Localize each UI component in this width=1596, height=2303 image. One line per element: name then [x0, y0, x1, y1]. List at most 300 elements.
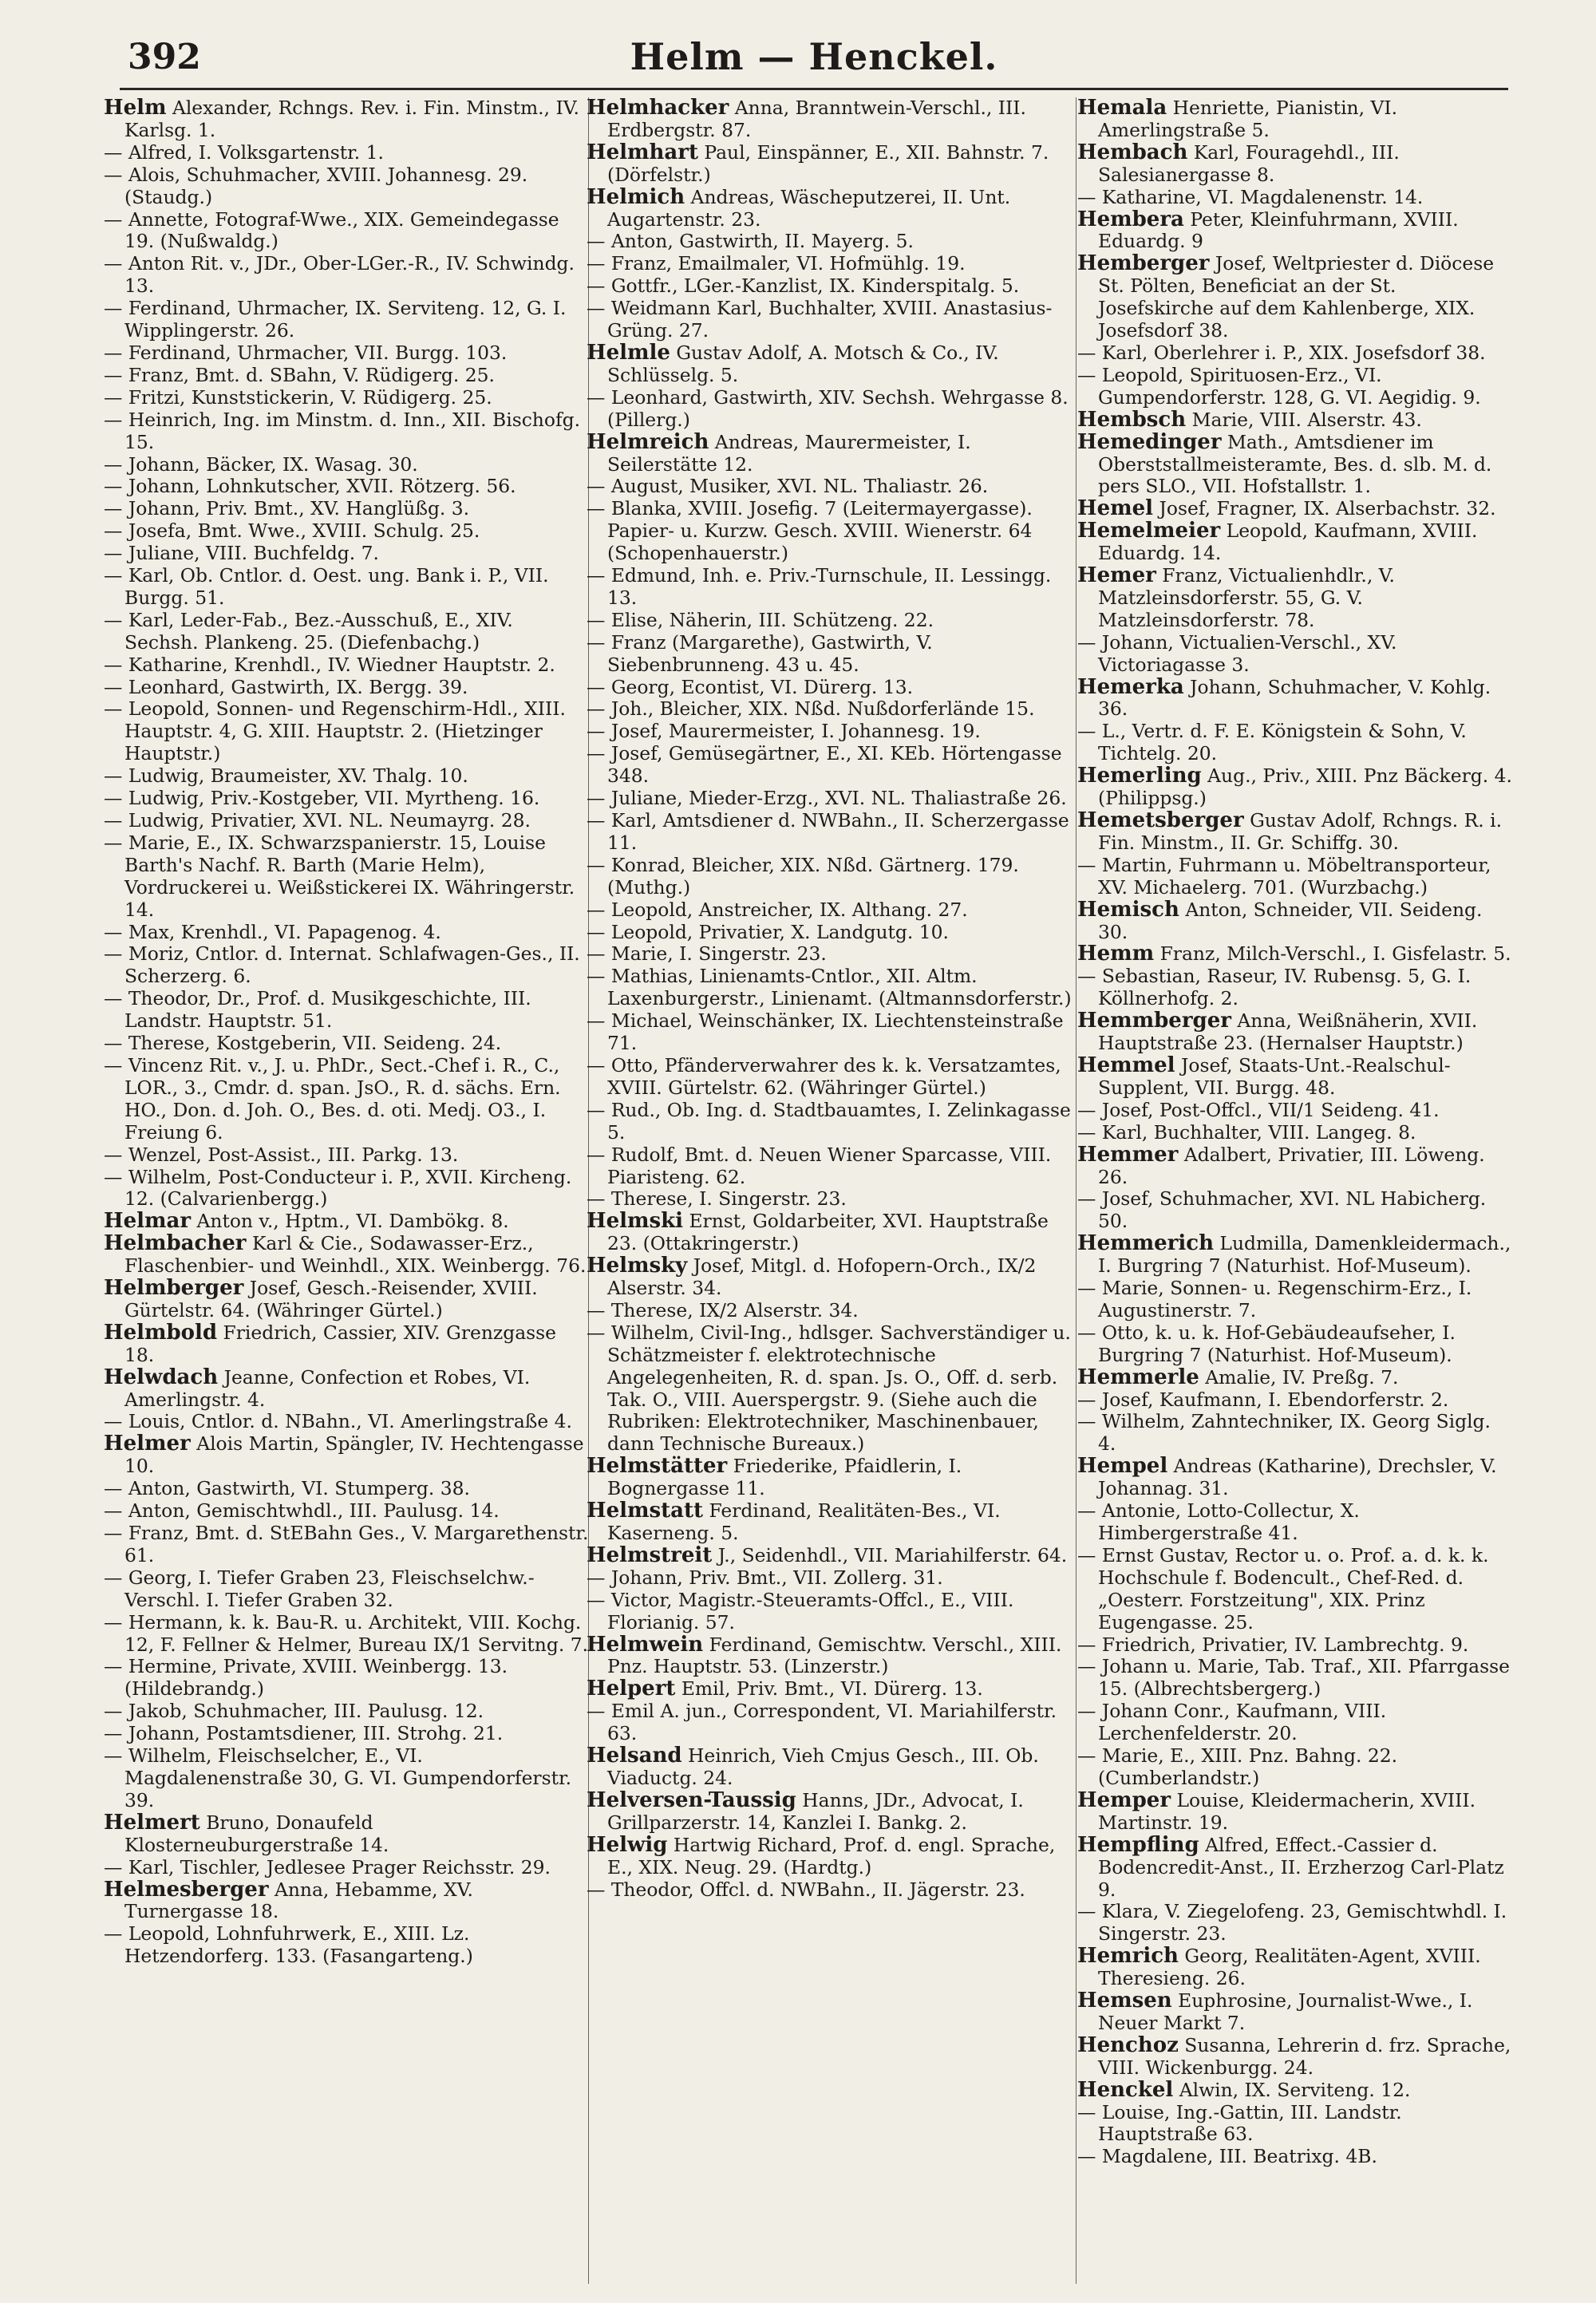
entry-details: — Annette, Fotograf-Wwe., XIX. Gemeindegasse 19. (Nußwaldg.)	[104, 207, 559, 253]
entry-details: — Sebastian, Raseur, IV. Rubensg. 5, G. I. Köllnerhofg. 2.	[1077, 965, 1472, 1010]
entry-details: — Martin, Fuhrmann u. Möbeltransporteur, XV. Michaelerg. 701. (Wurzbachg.)	[1077, 853, 1491, 899]
entry-details: — Friedrich, Privatier, IV. Lambrechtg. 9.	[1077, 1633, 1469, 1656]
directory-entry	[587, 1879, 1077, 1902]
entry-details: — Theodor, Dr., Prof. d. Musikgeschichte, III. Landstr. Hauptstr. 51.	[104, 987, 531, 1033]
directory-entry	[1077, 1010, 1512, 1055]
entry-details: Anna, Hebamme, XV. Turnergasse 18.	[124, 1878, 473, 1923]
entry-details: Gustav Adolf, Rchngs. R. i. Fin. Minstm., II. Gr. Schiffg. 30.	[1098, 809, 1503, 854]
directory-entry	[587, 387, 1077, 432]
directory-entry	[1077, 520, 1512, 565]
directory-entry	[104, 1167, 589, 1211]
entry-surname: Hempfling	[1077, 1832, 1199, 1857]
entry-surname: Helmreich	[587, 429, 709, 454]
entry-surname: Hempel	[1077, 1454, 1168, 1479]
entry-details: Georg, Realitäten-Agent, XVIII. Theresieng. 26.	[1098, 1945, 1481, 1990]
directory-entry	[587, 788, 1077, 810]
entry-details: — Max, Krenhdl., VI. Papagenog. 4.	[104, 920, 441, 943]
directory-entry	[587, 1188, 1077, 1211]
entry-details: — Anton, Gastwirth, VI. Stumperg. 38.	[104, 1477, 470, 1500]
directory-entry	[104, 654, 589, 677]
entry-details: Josef, Fragner, IX. Alserbachstr. 32.	[1159, 497, 1496, 520]
directory-entry	[1077, 429, 1512, 499]
directory-entry	[587, 298, 1077, 342]
directory-entry	[1077, 2146, 1512, 2168]
entry-details: — Johann, Postamtsdiener, III. Strohg. 21.	[104, 1722, 504, 1745]
entry-surname: Hemedinger	[1077, 429, 1222, 454]
directory-entry	[587, 677, 1077, 699]
entry-details: Ludmilla, Damenkleidermach., I. Burgring 7 (Naturhist. Hof-Museum).	[1098, 1232, 1511, 1278]
directory-entry	[587, 966, 1077, 1010]
directory-entry	[104, 1278, 589, 1322]
entry-details: — Vincenz Rit. v., J. u. PhDr., Sect.-Chef i. R., C., LOR., 3., Cmdr. d. span. JsO., R. d. sächs. Ern. HO., Don. d. Joh. O., Bes. d. oti. Medj. O3., I. Freiung 6.	[104, 1053, 561, 1144]
directory-entry	[104, 1857, 589, 1879]
entry-details: Jeanne, Confection et Robes, VI. Amerlingstr. 4.	[124, 1365, 531, 1411]
directory-entry	[1077, 632, 1512, 677]
directory-entry	[1077, 2102, 1512, 2147]
directory-entry	[104, 1211, 589, 1233]
entry-details: — Therese, IX/2 Alserstr. 34.	[587, 1298, 859, 1321]
directory-entry	[104, 1656, 589, 1701]
entry-surname: Hemmberger	[1077, 1009, 1231, 1033]
entry-details: Hartwig Richard, Prof. d. engl. Sprache, E., XIX. Neug. 29. (Hardtg.)	[607, 1833, 1056, 1878]
entry-surname: Hemer	[1077, 563, 1156, 588]
entry-surname: Hemmerle	[1077, 1365, 1199, 1389]
directory-entry	[104, 1612, 589, 1657]
entry-details: — Katharine, VI. Magdalenenstr. 14.	[1077, 185, 1424, 208]
entry-details: Andreas (Katharine), Drechsler, V. Johannag. 31.	[1098, 1455, 1497, 1500]
entry-details: — Johann Conr., Kaufmann, VIII. Lerchenfelderstr. 20.	[1077, 1700, 1387, 1745]
directory-entry	[587, 855, 1077, 899]
entry-surname: Hemmel	[1077, 1053, 1175, 1077]
directory-entry	[587, 342, 1077, 387]
entry-surname: Helmbold	[104, 1320, 218, 1345]
page-number: 392	[128, 37, 201, 77]
directory-entry	[587, 1590, 1077, 1634]
entry-details: — Josef, Maurermeister, I. Johannesg. 19.	[587, 720, 981, 743]
directory-entry	[104, 1055, 589, 1144]
directory-entry	[104, 454, 589, 476]
directory-entry	[1077, 498, 1512, 520]
directory-entry	[587, 899, 1077, 922]
entry-details: — Ernst Gustav, Rector u. o. Prof. a. d. k. k. Hochschule f. Bodencult., Chef-Red. d. „Oesterr. Forstzeitung", XIX. Prinz Eugengasse. 25.	[1077, 1543, 1489, 1633]
entry-surname: Helm	[104, 97, 167, 120]
directory-entry	[587, 1211, 1077, 1255]
entry-details: — Wilhelm, Fleischselcher, E., VI. Magdalenenstraße 30, G. VI. Gumpendorferstr. 39.	[104, 1744, 572, 1811]
directory-entry	[1077, 1411, 1512, 1456]
entry-details: — Magdalene, III. Beatrixg. 4B.	[1077, 2145, 1377, 2168]
entry-surname: Helmski	[587, 1209, 684, 1234]
directory-entry	[1077, 1701, 1512, 1745]
entry-surname: Helmhart	[587, 140, 698, 164]
entry-details: Bruno, Donaufeld Klosterneuburgerstraße 14.	[124, 1811, 389, 1856]
entry-details: — Michael, Weinschänker, IX. Liechtensteinstraße 71.	[587, 1009, 1064, 1055]
entry-details: Henriette, Pianistin, VI. Amerlingstraße 5.	[1098, 97, 1398, 141]
entry-details: — Karl, Buchhalter, VIII. Langeg. 8.	[1077, 1120, 1416, 1144]
entry-surname: Helmar	[104, 1209, 192, 1234]
entry-details: Franz, Victualienhdlr., V. Matzleinsdorferstr. 55, G. V. Matzleinsdorferstr. 78.	[1098, 564, 1395, 631]
directory-entry	[1077, 1634, 1512, 1657]
entry-surname: Helmich	[587, 184, 685, 209]
directory-entry	[104, 142, 589, 164]
entry-surname: Helmstätter	[587, 1454, 728, 1479]
entry-details: Ferdinand, Realitäten-Bes., VI. Kaserneng. 5.	[607, 1499, 1001, 1544]
entry-details: — Johann u. Marie, Tab. Traf., XII. Pfarrgasse 15. (Albrechtsbergerg.)	[1077, 1655, 1510, 1701]
entry-details: Aug., Priv., XIII. Pnz Bäckerg. 4. (Philippsg.)	[1098, 764, 1512, 810]
directory-entry	[1077, 1144, 1512, 1189]
directory-entry	[104, 810, 589, 832]
directory-entry	[104, 943, 589, 988]
entry-details: Josef, Mitgl. d. Hofopern-Orch., IX/2 Alserstr. 34.	[607, 1254, 1037, 1300]
entry-details: — Franz (Margarethe), Gastwirth, V. Siebenbrunneng. 43 u. 45.	[587, 630, 933, 676]
directory-entry	[587, 1300, 1077, 1322]
directory-entry	[587, 1745, 1077, 1790]
directory-entry	[1077, 1832, 1512, 1902]
directory-entry	[587, 1832, 1077, 1879]
directory-entry	[1077, 187, 1512, 209]
directory-entry	[104, 1411, 589, 1433]
directory-entry	[104, 765, 589, 788]
entry-details: — Leopold, Anstreicher, IX. Althang. 27.	[587, 898, 968, 921]
entry-details: Math., Amtsdiener im Oberststallmeisteramte, Bes. d. slb. M. d. pers SLO., VII. Hofstallstr. 1.	[1098, 430, 1492, 498]
directory-entry	[1077, 1990, 1512, 2035]
entry-details: Josef, Weltpriester d. Diöcese St. Pölten, Beneficiat an der St. Josefskirche auf dem Kahlenberge, XIX. Josefsdorf 38.	[1098, 252, 1495, 342]
directory-entry	[1077, 810, 1512, 855]
directory-entry	[1077, 1055, 1512, 1100]
directory-entry	[587, 1500, 1077, 1545]
directory-entry	[1077, 1367, 1512, 1389]
entry-details: Karl & Cie., Sodawasser-Erz., Flaschenbier- und Weinhdl., XIX. Weinbergg. 76.	[124, 1232, 587, 1278]
directory-entry	[104, 1500, 589, 1523]
directory-entry	[1077, 966, 1512, 1010]
entry-details: J., Seidenhdl., VII. Mariahilferstr. 64.	[717, 1543, 1068, 1566]
entry-details: — Johann, Priv. Bmt., VII. Zollerg. 31.	[587, 1566, 943, 1589]
directory-entry	[587, 810, 1077, 855]
directory-entry	[1077, 899, 1512, 944]
directory-entry	[104, 253, 589, 298]
entry-details: Josef, Staats-Unt.-Realschul-Supplent, VII. Burgg. 48.	[1098, 1053, 1451, 1099]
entry-details: — Georg, Econtist, VI. Dürerg. 13.	[587, 675, 914, 698]
entry-details: Friedrich, Cassier, XIV. Grenzgasse 18.	[124, 1321, 557, 1366]
directory-entry	[587, 476, 1077, 498]
entry-details: Marie, VIII. Alserstr. 43.	[1191, 408, 1422, 431]
directory-entry	[104, 788, 589, 810]
entry-details: — Anton, Gastwirth, II. Mayerg. 5.	[587, 230, 914, 253]
entry-surname: Helwig	[587, 1832, 668, 1857]
entry-details: — August, Musiker, XVI. NL. Thaliastr. 26.	[587, 475, 989, 498]
entry-details: — Klara, V. Ziegelofeng. 23, Gemischtwhdl. I. Singerstr. 23.	[1077, 1900, 1507, 1946]
entry-details: Heinrich, Vieh Cmjus Gesch., III. Ob. Viaductg. 24.	[607, 1744, 1039, 1789]
entry-surname: Hembach	[1077, 140, 1188, 164]
entry-surname: Hemelmeier	[1077, 519, 1221, 543]
entry-surname: Helwdach	[104, 1365, 219, 1389]
directory-entry	[104, 565, 589, 610]
entry-details: — Konrad, Bleicher, XIX. Nßd. Gärtnerg. 179. (Muthg.)	[587, 853, 1019, 899]
directory-entry	[1077, 1946, 1512, 1990]
entry-details: — Ludwig, Privatier, XVI. NL. Neumayrg. 28.	[104, 809, 531, 832]
directory-entry	[104, 409, 589, 454]
directory-entry	[104, 1033, 589, 1055]
directory-entry	[104, 1233, 589, 1278]
entry-details: — Wenzel, Post-Assist., III. Parkg. 13.	[104, 1143, 459, 1166]
directory-entry	[104, 1567, 589, 1612]
entry-details: Susanna, Lehrerin d. frz. Sprache, VIII. Wickenburgg. 24.	[1098, 2033, 1511, 2079]
entry-surname: Hemsen	[1077, 1989, 1172, 2013]
entry-surname: Helmle	[587, 340, 670, 365]
directory-entry	[587, 1255, 1077, 1300]
entry-details: — Edmund, Inh. e. Priv.-Turnschule, II. Lessingg. 13.	[587, 564, 1052, 609]
directory-entry	[1077, 1122, 1512, 1144]
entry-details: — Franz, Emailmaler, VI. Hofmühlg. 19.	[587, 252, 966, 275]
entry-details: Karl, Fouragehdl., III. Salesianergasse 8.	[1098, 140, 1400, 186]
directory-entry	[1077, 409, 1512, 432]
entry-details: Alexander, Rchngs. Rev. i. Fin. Minstm., IV. Karlsg. 1.	[124, 97, 579, 141]
directory-entry	[104, 97, 589, 142]
entry-details: — Karl, Tischler, Jedlesee Prager Reichsstr. 29.	[104, 1855, 551, 1878]
entry-details: Andreas, Wäscheputzerei, II. Unt. Augartenstr. 23.	[607, 185, 1011, 231]
directory-entry	[104, 988, 589, 1033]
directory-entry	[587, 565, 1077, 610]
entry-details: — Johann, Bäcker, IX. Wasag. 30.	[104, 452, 418, 476]
directory-entry	[587, 1010, 1077, 1055]
entry-surname: Hemmerich	[1077, 1231, 1214, 1256]
entry-details: — Fritzi, Kunststickerin, V. Rüdigerg. 25.	[104, 385, 492, 409]
entry-details: — Heinrich, Ing. im Minstm. d. Inn., XII. Bischofg. 15.	[104, 408, 581, 453]
directory-entry	[587, 97, 1077, 142]
entry-details: — Alfred, I. Volksgartenstr. 1.	[104, 140, 384, 164]
directory-entry	[587, 1634, 1077, 1679]
directory-entry	[1077, 97, 1512, 142]
directory-entry	[104, 543, 589, 565]
directory-entry	[104, 209, 589, 254]
directory-entry	[587, 1678, 1077, 1701]
entry-details: — Johann, Victualien-Verschl., XV. Victoriagasse 3.	[1077, 630, 1397, 676]
entry-details: — Josef, Schuhmacher, XVI. NL Habicherg. 50.	[1077, 1187, 1487, 1233]
directory-entry	[104, 677, 589, 699]
entry-details: — Franz, Bmt. d. StEBahn Ges., V. Margarethenstr. 61.	[104, 1522, 589, 1566]
directory-entry	[1077, 721, 1512, 765]
directory-entry	[104, 1701, 589, 1723]
entry-surname: Hemberger	[1077, 251, 1210, 276]
entry-surname: Hemrich	[1077, 1944, 1179, 1969]
entry-details: — Anton Rit. v., JDr., Ober-LGer.-R., IV. Schwindg. 13.	[104, 252, 575, 298]
directory-entry	[104, 298, 589, 342]
entry-details: Friederike, Pfaidlerin, I. Bognergasse 11.	[607, 1455, 962, 1500]
entry-surname: Helmwein	[587, 1632, 704, 1657]
directory-entry	[1077, 943, 1512, 966]
directory-entry	[1077, 209, 1512, 254]
entry-details: — Marie, E., XIII. Pnz. Bahng. 22. (Cumberlandstr.)	[1077, 1744, 1398, 1789]
directory-entry	[587, 1055, 1077, 1100]
entry-details: — Gottfr., LGer.-Kanzlist, IX. Kinderspitalg. 5.	[587, 275, 1020, 298]
entry-details: — Blanka, XVIII. Josefig. 7 (Leitermayergasse). Papier- u. Kurzw. Gesch. XVIII. Wienerstr. 64 (Schopenhauerstr.)	[587, 497, 1033, 565]
directory-entry	[1077, 1901, 1512, 1946]
entry-details: — Johann, Priv. Bmt., XV. Hanglüßg. 3.	[104, 497, 470, 520]
entry-details: — Otto, k. u. k. Hof-Gebäudeaufseher, I. Burgring 7 (Naturhist. Hof-Museum).	[1077, 1321, 1456, 1366]
entry-details: — Otto, Pfänderverwahrer des k. k. Versatzamtes, XVIII. Gürtelstr. 62. (Währinger Gürtel.)	[587, 1053, 1061, 1099]
directory-entry	[1077, 365, 1512, 409]
entry-details: — Katharine, Krenhdl., IV. Wiedner Hauptstr. 2.	[104, 653, 555, 676]
entry-details: — Marie, I. Singerstr. 23.	[587, 942, 827, 966]
entry-details: — Wilhelm, Post-Conducteur i. P., XVII. Kircheng. 12. (Calvarienbergg.)	[104, 1165, 572, 1211]
entry-surname: Helversen-Taussig	[587, 1787, 796, 1812]
entry-surname: Henckel	[1077, 2077, 1174, 2102]
directory-entry	[104, 476, 589, 498]
entry-details: Hanns, JDr., Advocat, I. Grillparzerstr. 14, Kanzlei I. Bankg. 2.	[607, 1788, 1024, 1834]
entry-details: Louise, Kleidermacherin, XVIII. Martinstr. 19.	[1098, 1788, 1476, 1834]
directory-entry	[104, 365, 589, 387]
entry-details: — Therese, Kostgeberin, VII. Seideng. 24.	[104, 1032, 502, 1055]
directory-entry	[587, 1100, 1077, 1144]
directory-entry	[587, 1322, 1077, 1456]
directory-entry	[104, 1745, 589, 1812]
entry-details: — Franz, Bmt. d. SBahn, V. Rüdigerg. 25.	[104, 363, 495, 386]
directory-entry	[587, 610, 1077, 632]
entry-details: Euphrosine, Journalist-Wwe., I. Neuer Markt 7.	[1098, 1989, 1473, 2034]
entry-surname: Helpert	[587, 1677, 676, 1701]
directory-entry	[1077, 253, 1512, 342]
entry-surname: Helmstatt	[587, 1499, 704, 1523]
directory-entry	[587, 1144, 1077, 1189]
entry-surname: Hemper	[1077, 1787, 1171, 1812]
entry-surname: Hembsch	[1077, 407, 1187, 432]
entry-surname: Helsand	[587, 1744, 682, 1768]
entry-details: Andreas, Maurermeister, I. Seilerstätte 12.	[607, 430, 971, 476]
directory-entry	[587, 943, 1077, 966]
entry-details: — Wilhelm, Civil-Ing., hdlsger. Sachverständiger u. Schätzmeister f. elektrotechnische Angelegenheiten, R. d. span. Js. O., Off. d. serb. Tak. O., VIII. Auerspergstr. 9. (Siehe auch die Rubriken: Elektrotechniker, Maschinenbauer, dann Technische Bureaux.)	[587, 1321, 1071, 1456]
directory-entry	[587, 429, 1077, 476]
entry-details: Gustav Adolf, A. Motsch & Co., IV. Schlüsselg. 5.	[607, 341, 999, 386]
directory-entry	[587, 698, 1077, 721]
entry-details: — Hermine, Private, XVIII. Weinbergg. 13. (Hildebrandg.)	[104, 1655, 508, 1701]
entry-details: Adalbert, Privatier, III. Löweng. 26.	[1098, 1143, 1485, 1188]
entry-details: Paul, Einspänner, E., XII. Bahnstr. 7. (Dörfelstr.)	[607, 140, 1049, 186]
directory-entry	[104, 698, 589, 765]
entry-details: — Leopold, Privatier, X. Landgutg. 10.	[587, 920, 949, 943]
entry-details: Alfred, Effect.-Cassier d. Bodencredit-Anst., II. Erzherzog Carl-Platz 9.	[1098, 1833, 1504, 1901]
entry-details: — Weidmann Karl, Buchhalter, XVIII. Anastasius-Grüng. 27.	[587, 297, 1053, 342]
directory-entry	[104, 342, 589, 365]
directory-entry	[104, 1478, 589, 1500]
entry-details: Alwin, IX. Serviteng. 12.	[1179, 2078, 1411, 2101]
entry-details: — Ludwig, Braumeister, XV. Thalg. 10.	[104, 764, 468, 788]
entry-details: — Mathias, Linienamts-Cntlor., XII. Altm. Laxenburgerstr., Linienamt. (Altmannsdorferstr.)	[587, 965, 1072, 1010]
entry-details: Anton v., Hptm., VI. Dambökg. 8.	[196, 1210, 509, 1233]
directory-entry	[1077, 855, 1512, 899]
entry-details: — Karl, Oberlehrer i. P., XIX. Josefsdorf 38.	[1077, 341, 1486, 364]
directory-entry	[104, 1322, 589, 1367]
directory-entry	[104, 498, 589, 520]
directory-entry	[587, 498, 1077, 565]
directory-entry	[587, 253, 1077, 275]
entry-details: — Elise, Näherin, III. Schützeng. 22.	[587, 608, 934, 631]
directory-entry	[587, 1567, 1077, 1590]
directory-entry	[104, 387, 589, 409]
entry-details: — Ferdinand, Uhrmacher, VII. Burgg. 103.	[104, 341, 508, 364]
directory-entry	[1077, 2032, 1512, 2080]
entry-details: Leopold, Kaufmann, XVIII. Eduardg. 14.	[1098, 519, 1478, 565]
directory-entry	[1077, 1745, 1512, 1790]
directory-entry	[1077, 2077, 1512, 2102]
directory-entry	[1077, 1188, 1512, 1233]
directory-entry	[104, 164, 589, 209]
directory-entry	[104, 1144, 589, 1167]
entry-details: Ferdinand, Gemischtw. Verschl., XIII. Pnz. Hauptstr. 53. (Linzerstr.)	[607, 1633, 1062, 1678]
entry-details: — Rud., Ob. Ing. d. Stadtbauamtes, I. Zelinkagasse 5.	[587, 1098, 1071, 1144]
directory-entry	[104, 832, 589, 922]
directory-entry	[104, 1923, 589, 1968]
entry-details: — Karl, Amtsdiener d. NWBahn., II. Scherzergasse 11.	[587, 809, 1069, 854]
entry-details: — Therese, I. Singerstr. 23.	[587, 1187, 847, 1211]
entry-details: — Rudolf, Bmt. d. Neuen Wiener Sparcasse, VIII. Piaristeng. 62.	[587, 1143, 1052, 1188]
entry-details: Franz, Milch-Verschl., I. Gisfelastr. 5.	[1159, 942, 1511, 966]
entry-surname: Helmer	[104, 1432, 191, 1456]
directory-entry	[1077, 765, 1512, 810]
entry-details: — Marie, Sonnen- u. Regenschirm-Erz., I. Augustinerstr. 7.	[1077, 1277, 1472, 1321]
directory-entry	[1077, 1787, 1512, 1835]
entry-details: Anna, Branntwein-Verschl., III. Erdbergstr. 87.	[607, 97, 1026, 141]
directory-entry	[104, 1367, 589, 1412]
entry-surname: Hembera	[1077, 207, 1184, 231]
directory-entry	[587, 1545, 1077, 1567]
entry-details: Ernst, Goldarbeiter, XVI. Hauptstraße 23. (Ottakringerstr.)	[607, 1210, 1049, 1255]
entry-details: — Emil A. jun., Correspondent, VI. Mariahilferstr. 63.	[587, 1700, 1057, 1745]
entry-surname: Hemetsberger	[1077, 808, 1244, 832]
directory-entry	[1077, 674, 1512, 721]
entry-details: Johann, Schuhmacher, V. Kohlg. 36.	[1098, 675, 1491, 721]
directory-entry	[587, 1787, 1077, 1835]
entry-details: — Ferdinand, Uhrmacher, IX. Serviteng. 12, G. I. Wipplingerstr. 26.	[104, 297, 567, 342]
directory-entry	[1077, 1233, 1512, 1278]
directory-entry	[587, 142, 1077, 187]
entry-details: Josef, Gesch.-Reisender, XVIII. Gürtelstr. 64. (Währinger Gürtel.)	[124, 1277, 538, 1321]
entry-details: — Juliane, VIII. Buchfeldg. 7.	[104, 542, 379, 565]
entry-surname: Helmberger	[104, 1276, 244, 1301]
directory-entry	[1077, 142, 1512, 187]
entry-details: Peter, Kleinfuhrmann, XVIII. Eduardg. 9	[1098, 207, 1459, 253]
directory-entry	[587, 231, 1077, 253]
entry-details: — Jakob, Schuhmacher, III. Paulusg. 12.	[104, 1700, 484, 1723]
entry-details: — Louise, Ing.-Gattin, III. Landstr. Hauptstraße 63.	[1077, 2100, 1402, 2146]
entry-surname: Hemisch	[1077, 897, 1179, 922]
directory-entry	[587, 922, 1077, 944]
directory-entry	[104, 610, 589, 654]
entry-surname: Hemel	[1077, 496, 1154, 521]
entry-surname: Helmesberger	[104, 1877, 269, 1902]
directory-entry	[104, 1812, 589, 1857]
entry-details: — Georg, I. Tiefer Graben 23, Fleischselchw.-Verschl. I. Tiefer Graben 32.	[104, 1566, 535, 1611]
directory-entry	[104, 922, 589, 944]
column-1	[104, 97, 589, 2284]
entry-details: — L., Vertr. d. F. E. Königstein & Sohn, V. Tichtelg. 20.	[1077, 720, 1467, 765]
directory-entry	[104, 1723, 589, 1745]
entry-details: — Leonhard, Gastwirth, XIV. Sechsh. Wehrgasse 8. (Pillerg.)	[587, 385, 1069, 431]
directory-entry	[587, 632, 1077, 677]
directory-entry	[587, 743, 1077, 788]
directory-entry	[1077, 1322, 1512, 1367]
directory-entry	[587, 1456, 1077, 1500]
entry-details: — Josef, Gemüsegärtner, E., XI. KEb. Hörtengasse 348.	[587, 742, 1062, 788]
entry-details: — Marie, E., IX. Schwarzspanierstr. 15, Louise Barth's Nachf. R. Barth (Marie Helm), Vordruckerei u. Weißstickerei IX. Währingerstr. 14.	[104, 831, 575, 921]
header-rule	[120, 88, 1508, 90]
column-divider	[1076, 97, 1077, 2284]
directory-entry	[1077, 1278, 1512, 1322]
entry-details: — Josefa, Bmt. Wwe., XVIII. Schulg. 25.	[104, 519, 480, 543]
entry-details: — Johann, Lohnkutscher, XVII. Rötzerg. 56.	[104, 475, 516, 498]
entry-details: — Wilhelm, Zahntechniker, IX. Georg Siglg. 4.	[1077, 1410, 1491, 1456]
running-title: Helm — Henckel.	[630, 35, 998, 78]
entry-details: — Alois, Schuhmacher, XVIII. Johannesg. 29. (Staudg.)	[104, 163, 528, 208]
directory-entry	[1077, 1656, 1512, 1701]
